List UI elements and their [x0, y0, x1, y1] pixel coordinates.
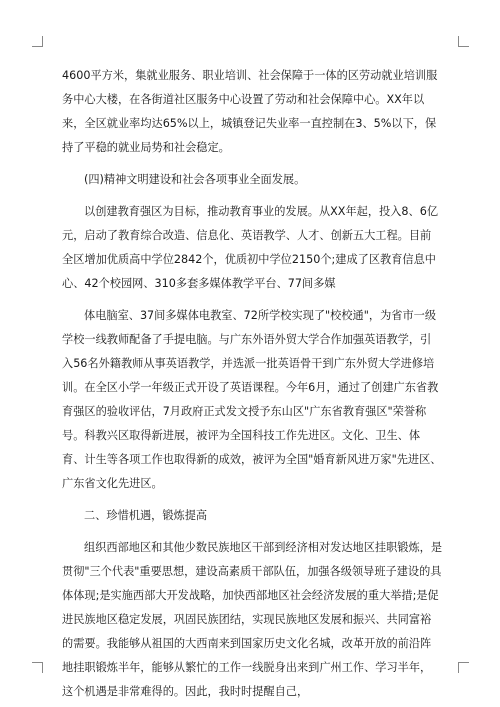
document-body — [62, 64, 442, 704]
crop-mark-top-right — [458, 36, 469, 47]
paragraph-opportunity: 组织西部地区和其他少数民族地区干部到经济相对发达地区挂职锻炼，是贯彻"三个代表"重要思想，建设高素质干部队伍，加强各级领导班子建设的具体体现;是实施西部大开发战略，加快西部地区社会经济发展的重大举措;是促进民族地区稳定发展，巩固民族团结，实现民族地区发展和振兴、共同富裕的需要。我能够从祖国的大西南来到国家历史文化名城，改革开放的前沿阵地挂职锻炼半年，能够从繁忙的工作一线脱身出来到广州工作、学习半年，这个机遇是非常难得的。因此，我时时提醒自己， — [62, 541, 443, 698]
section-heading-opportunity: 二、珍惜机遇，锻炼提高 — [84, 509, 208, 522]
paragraph-education-continued: 体电脑室、37间多媒体电教室、72所学校实现了"校校通"，为省市一级学校一线教师配备了手提电脑。与广东外语外贸大学合作加强英语教学，引入56名外籍教师从事英语教学，并选派一批英语骨干到广东外贸大学进修培训。在全区小学一年级正式开设了英语课程。今年6月，通过了创建广东省教育强区的验收评估，7月政府正式发文授予东山区"广东省教育强区"荣誉称号。科教兴区取得新进展，被评为全国科技工作先进区。文化、卫生、体育、计生等各项工作也取得新的成效，被评为全国"婚育新风进万家"先进区、广东省文化先进区。 — [62, 309, 442, 490]
crop-mark-bottom-left — [32, 662, 43, 673]
section-heading-culture: (四)精神文明建设和社会各项事业全面发展。 — [84, 173, 306, 186]
crop-mark-top-left — [32, 36, 43, 47]
paragraph-education: 以创建教育强区为目标，推动教育事业的发展。从XX年起，投入8、6亿元，启动了教育综合改造、信息化、英语教学、人才、创新五大工程。目前全区增加优质高中学位2842个，优质初中学位2150个;建成了区教育信息中心、42个校园网、310多套多媒体教学平台、77间多媒 — [62, 205, 439, 290]
crop-mark-bottom-right — [458, 662, 469, 673]
paragraph-employment: 4600平方米，集就业服务、职业培训、社会保障于一体的区劳动就业培训服务中心大楼，在各街道社区服务中心设置了劳动和社会保障中心。XX年以来，全区就业率均达65%以上，城镇登记失业率一直控制在3、5%以下，保持了平稳的就业局势和社会稳定。 — [62, 69, 438, 154]
